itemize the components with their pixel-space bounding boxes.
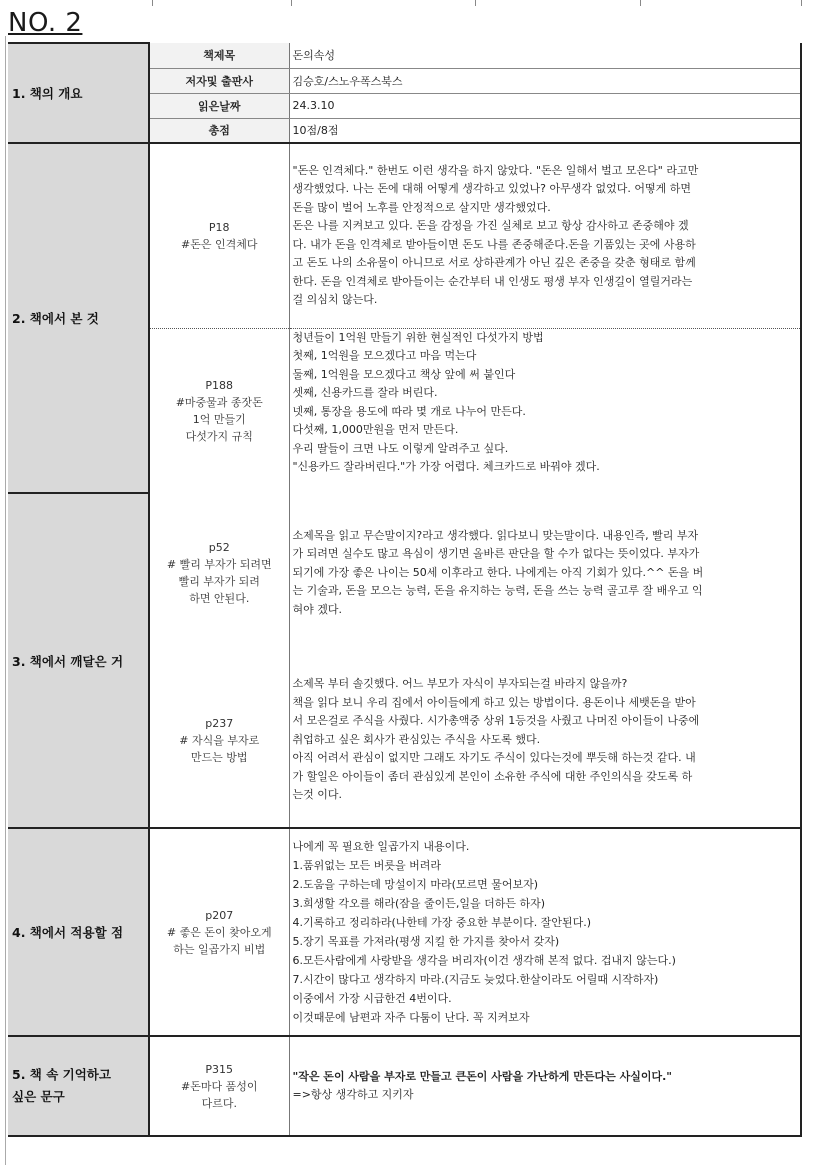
- page-ref-cell: [149, 493, 289, 653]
- ref-topic: 다르다.: [201, 1096, 237, 1110]
- note-line: 이중에서 가장 시급한건 4번이다.: [292, 992, 452, 1005]
- ref-topic: #마중물과 종잣돈: [175, 395, 263, 409]
- page-ref: p52: [208, 541, 230, 554]
- note-line: 셋째, 신용카드를 잘라 버린다.: [292, 386, 438, 399]
- ref-topic: #돈마다 품성이: [181, 1079, 258, 1093]
- note-line: 한다. 돈을 인격체로 받아들이는 순간부터 내 인생도 평생 부자 인생길이 열릴거라는: [292, 274, 693, 288]
- note-text-cell[interactable]: [289, 1036, 801, 1136]
- section-apply-label: 4. 책에서 적용할 점: [8, 828, 149, 1036]
- note-line: 나에게 꼭 필요한 일곱가지 내용이다.: [292, 840, 470, 853]
- note-line: 둘째, 1억원을 모으겠다고 책상 앞에 써 붙인다: [292, 367, 516, 381]
- note-text-cell[interactable]: [289, 828, 801, 1036]
- note-line: 소제목을 읽고 무슨말이지?라고 생각했다. 읽다보니 맞는말이다. 내용인즉, 빨리 부자: [292, 528, 699, 542]
- apply-row: [8, 828, 801, 1036]
- note-line: =>항상 생각하고 지키자: [292, 1088, 414, 1101]
- ref-topic: 빨리 부자가 되려: [178, 575, 260, 588]
- note-line: 다. 내가 돈을 인격체로 받아들이면 돈도 나를 존중해준다.돈을 기품있는 곳에 사용하: [292, 237, 696, 251]
- page-ref-cell: [149, 143, 289, 328]
- page-ref-cell: [149, 828, 289, 1036]
- section-quote-line: 싶은 문구: [12, 1089, 65, 1104]
- note-line: 다섯째, 1,000만원을 먼저 만든다.: [292, 423, 459, 436]
- field-label-author: 저자및 출판사: [149, 68, 289, 93]
- note-line: 1.품위없는 모든 버릇을 버려라: [292, 859, 441, 872]
- field-label-title: 책제목: [149, 43, 289, 68]
- section-quote-label: [8, 1036, 149, 1136]
- top-ruler: [0, 0, 827, 6]
- note-line: 청년들이 1억원 만들기 위한 현실적인 다섯가지 방법: [292, 330, 544, 344]
- section-realized-label: 3. 책에서 깨달은 거: [8, 493, 149, 828]
- ref-topic: # 자식을 부자로: [179, 733, 260, 747]
- page-ref-cell: [149, 653, 289, 828]
- note-line: "신용카드 잘라버린다."가 가장 어렵다. 체크카드로 바꿔야 겠다.: [292, 460, 600, 473]
- note-line: 걸 의심치 않는다.: [292, 293, 378, 307]
- field-label-date: 읽은날짜: [149, 93, 289, 118]
- page-ref: P188: [205, 378, 234, 392]
- book-report-table: [8, 42, 802, 1137]
- left-margin-rule: [5, 36, 6, 1165]
- section-seen-label: 2. 책에서 본 것: [8, 143, 149, 493]
- note-text-cell[interactable]: [289, 328, 801, 493]
- note-line: 책을 읽다 보니 우리 집에서 아이들에게 하고 있는 방법이다. 용돈이나 세뱃돈을 받아: [292, 695, 696, 709]
- section-overview-label: 1. 책의 개요: [8, 43, 149, 143]
- field-value-author[interactable]: 김승호/스노우폭스북스: [289, 68, 801, 93]
- note-line: 가 되려면 실수도 많고 욕심이 생기면 올바른 판단을 할 수가 없다는 뜻이었다. 부자가: [292, 547, 700, 561]
- note-line: 소제목 부터 솔깃했다. 어느 부모가 자식이 부자되는걸 바라지 않을까?: [292, 677, 628, 691]
- note-line: 첫째, 1억원을 모으겠다고 마음 먹는다: [292, 349, 477, 362]
- page-ref: p237: [205, 716, 234, 730]
- note-line: 아직 어려서 관심이 없지만 그래도 자기도 주식이 있다는것에 뿌듯해 하는것 같다. 내: [292, 751, 696, 765]
- page-ref: P315: [205, 1062, 234, 1076]
- ref-topic: # 좋은 돈이 찾아오게: [166, 925, 272, 939]
- note-line: 혀야 겠다.: [292, 602, 342, 616]
- field-value-date[interactable]: 24.3.10: [289, 93, 801, 118]
- ref-topic: # 빨리 부자가 되려면: [166, 558, 272, 571]
- ref-topic: 1억 만들기: [192, 412, 246, 426]
- note-line: 돈을 많이 벌어 노후를 안정적으로 살지만 생각했었다.: [292, 200, 551, 214]
- note-line: 5.장기 목표를 가져라(평생 지킬 한 가지를 찾아서 갖자): [292, 935, 560, 948]
- page-ref: p207: [205, 908, 234, 922]
- field-value-score[interactable]: 10점/8점: [289, 118, 801, 143]
- note-line: 이것때문에 남편과 자주 다툼이 난다. 꼭 지켜보자: [292, 1011, 530, 1024]
- note-line: "돈은 인격체다." 한번도 이런 생각을 하지 않았다. "돈은 일해서 벌고 모은다" 라고만: [292, 163, 699, 177]
- note-line: 7.시간이 많다고 생각하지 마라.(지금도 늦었다.한살이라도 어릴때 시작하자): [292, 973, 659, 986]
- note-text-cell[interactable]: [289, 143, 801, 328]
- note-line: 가 할일은 아이들이 좀더 관심있게 본인이 소유한 주식에 대한 주인의식을 갖도록 하: [292, 769, 693, 783]
- note-line: 우리 딸들이 크면 나도 이렇게 알려주고 싶다.: [292, 441, 509, 455]
- page-ref: P18: [208, 220, 230, 234]
- note-line: 고 돈도 나의 소유물이 아니므로 서로 상하관계가 아닌 깊은 존중을 갖춘 형태로 함께: [292, 256, 696, 270]
- ref-topic: #돈은 인격체다: [181, 237, 258, 251]
- note-text-cell[interactable]: [289, 653, 801, 828]
- note-line: 되기에 가장 좋은 나이는 50세 이후라고 한다. 나에게는 아직 기회가 있다.^^ 돈을 버: [292, 565, 704, 579]
- ref-topic: 다섯가지 규칙: [185, 429, 253, 443]
- seen-row: [8, 143, 801, 328]
- note-line: 4.기록하고 정리하라(나한테 가장 중요한 부분이다. 잘안된다.): [292, 916, 592, 929]
- quote-row: [8, 1036, 801, 1136]
- ref-topic: 만드는 방법: [190, 750, 248, 764]
- overview-row: [8, 43, 801, 68]
- note-line: 취업하고 싶은 회사가 관심있는 주식을 사도록 했다.: [292, 732, 541, 746]
- note-line: 6.모든사람에게 사랑받을 생각을 버리자(이건 생각해 본적 없다. 겁내지 않는다.): [292, 954, 676, 967]
- page-ref-cell: [149, 1036, 289, 1136]
- note-line: 3.희생할 각오를 해라(잠을 줄이든,일을 더하든 하자): [292, 897, 546, 910]
- note-text-cell[interactable]: [289, 493, 801, 653]
- page-ref-cell: [149, 328, 289, 493]
- page-title: NO. 2: [8, 8, 83, 38]
- field-value-title[interactable]: 돈의속성: [289, 43, 801, 68]
- quote-line: "작은 돈이 사람을 부자로 만들고 큰돈이 사람을 가난하게 만든다는 사실이다.": [292, 1069, 673, 1083]
- note-line: 넷째, 통장을 용도에 따라 몇 개로 나누어 만든다.: [292, 404, 526, 418]
- note-line: 는것 이다.: [292, 788, 342, 802]
- note-line: 2.도움을 구하는데 망설이지 마라(모르면 물어보자): [292, 878, 539, 891]
- ref-topic: 하면 안된다.: [189, 592, 250, 605]
- field-label-score: 총점: [149, 118, 289, 143]
- realized-row: [8, 493, 801, 653]
- ref-topic: 하는 일곱가지 비법: [173, 942, 266, 956]
- note-line: 생각했었다. 나는 돈에 대해 어떻게 생각하고 있었나? 아무생각 없었다. 어떻게 하면: [292, 182, 691, 196]
- note-line: 는 기술과, 돈을 모으는 능력, 돈을 유지하는 능력, 돈을 쓰는 능력 골고루 잘 배우고 익: [292, 584, 703, 598]
- note-line: 서 모은걸로 주식을 사줬다. 시가총액중 상위 1등것을 사줬고 나머진 아이들이 나중에: [292, 714, 700, 728]
- note-line: 돈은 나를 지켜보고 있다. 돈을 감정을 가진 실체로 보고 항상 감사하고 존중해야 겠: [292, 219, 689, 233]
- section-quote-line: 5. 책 속 기억하고: [12, 1067, 111, 1082]
